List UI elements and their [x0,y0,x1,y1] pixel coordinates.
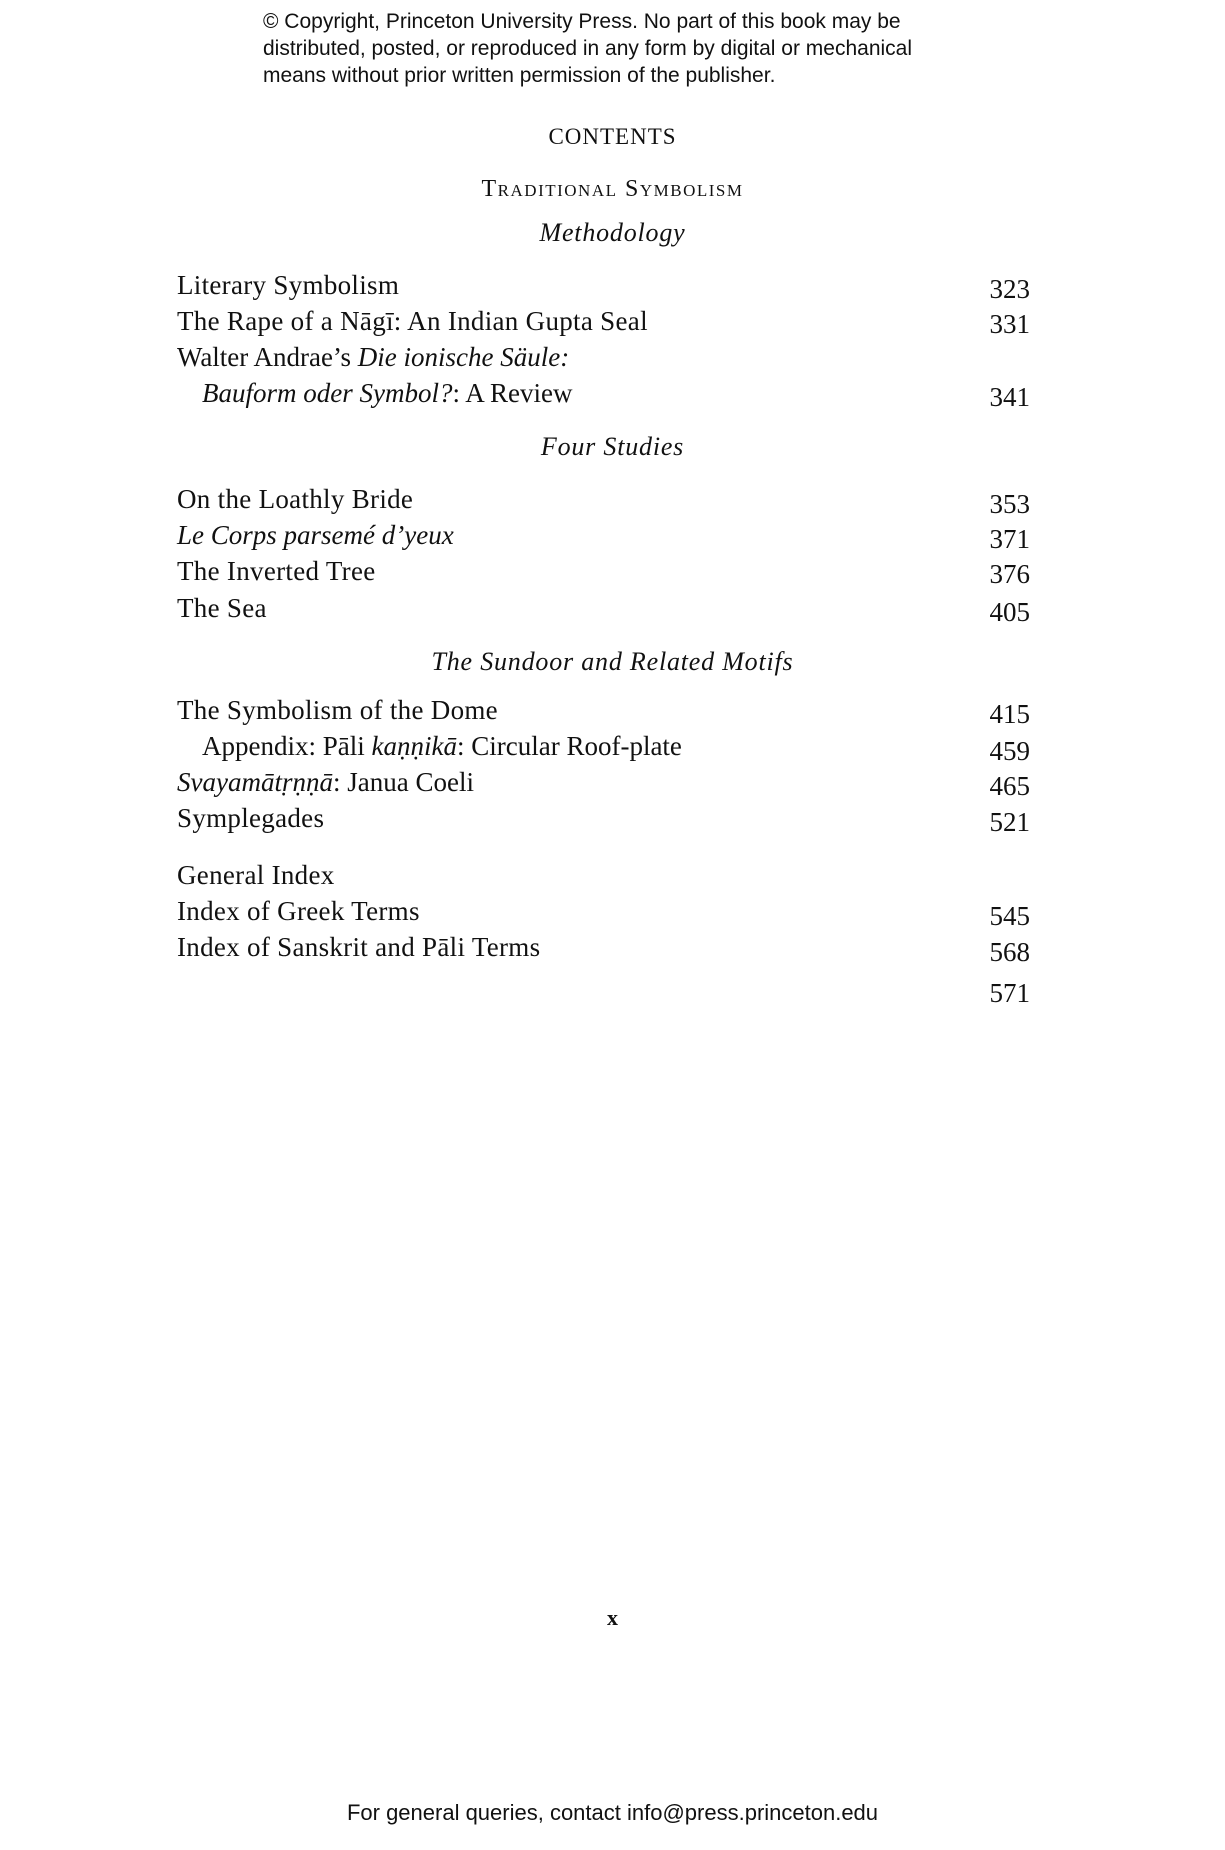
entry-title-prefix: Appendix: Pāli [202,731,372,761]
toc-entry-literary-symbolism[interactable] [177,267,1027,303]
entry-page-number: 545 [989,901,1030,931]
entry-title: Literary Symbolism [177,270,400,300]
toc-entry-the-sea[interactable] [177,590,1027,626]
entry-title: The Symbolism of the Dome [177,695,498,725]
footer-contact: For general queries, contact info@press.princeton.edu [346,1800,879,1825]
entry-title: The Sea [177,593,267,623]
entry-title-italic: Bauform oder Symbol? [202,378,453,408]
entry-title-suffix: : Circular Roof-plate [456,731,682,761]
entry-page-number: 415 [989,699,1030,729]
toc-entry-index-sanskrit-pali[interactable] [177,929,1027,965]
entry-title-italic: Die ionische Säule: [357,342,570,372]
toc-entry-symbolism-of-the-dome[interactable] [177,692,1027,728]
toc-entry-svayamatrnna[interactable] [177,764,1027,800]
page-folio: x [607,1605,618,1630]
entry-page-number: 376 [989,559,1030,589]
entry-title-prefix: Walter Andrae’s [177,342,358,372]
entry-title-italic: kaṇṇikā [371,731,457,761]
copyright-line: means without prior written permission of the publisher. [263,64,776,87]
entry-page-number: 459 [989,736,1030,766]
entry-page-number: 341 [989,382,1030,412]
entry-page-number: 353 [989,489,1030,519]
entry-page-number: 571 [989,978,1030,1008]
toc-entry-inverted-tree[interactable] [177,553,1027,589]
entry-title: Index of Sanskrit and Pāli Terms [177,932,541,962]
entry-title: The Inverted Tree [177,556,376,586]
entry-page-number: 521 [989,807,1030,837]
entry-page-number: 568 [989,937,1030,967]
copyright-line: © Copyright, Princeton University Press. No part of this book may be [263,10,901,33]
entry-title: Symplegades [177,803,325,833]
section-title-four-studies: Four Studies [540,432,685,461]
entry-page-number: 405 [989,597,1030,627]
entry-page-number: 331 [989,309,1030,339]
copyright-line: distributed, posted, or reproduced in any form by digital or mechanical [263,37,913,60]
entry-page-number: 371 [989,524,1030,554]
toc-entry-corps-parseme[interactable] [177,517,1027,553]
entry-title-suffix: : Janua Coeli [332,767,474,797]
toc-entry-index-greek-terms[interactable] [177,893,1027,929]
toc-entry-loathly-bride[interactable] [177,481,1027,517]
copyright-notice [263,8,983,89]
entry-title-italic: Le Corps parsemé d’yeux [177,520,454,550]
toc-entry-appendix-kannika[interactable] [177,728,1027,764]
toc-entry-rape-of-a-nagi[interactable] [177,303,1027,339]
entry-title: The Rape of a Nāgī: An Indian Gupta Seal [177,306,648,336]
toc-entry-symplegades[interactable] [177,800,1027,836]
contents-heading: CONTENTS [548,124,677,149]
entry-title-italic: Svayamātṛṇṇā [177,767,333,797]
toc-entry-general-index[interactable] [177,857,1027,893]
toc-entry-walter-andrae[interactable] [177,339,1027,375]
entry-page-number: 465 [989,771,1030,801]
entry-page-number: 323 [989,274,1030,304]
entry-title-suffix: : A Review [452,378,573,408]
toc-entry-bauform-oder-symbol[interactable] [177,375,1027,411]
section-title-methodology: Methodology [539,218,686,247]
entry-title: On the Loathly Bride [177,484,414,514]
part-heading: Traditional Symbolism [481,176,744,202]
entry-title: General Index [177,860,335,890]
entry-title: Index of Greek Terms [177,896,420,926]
section-title-sundoor: The Sundoor and Related Motifs [431,647,794,676]
